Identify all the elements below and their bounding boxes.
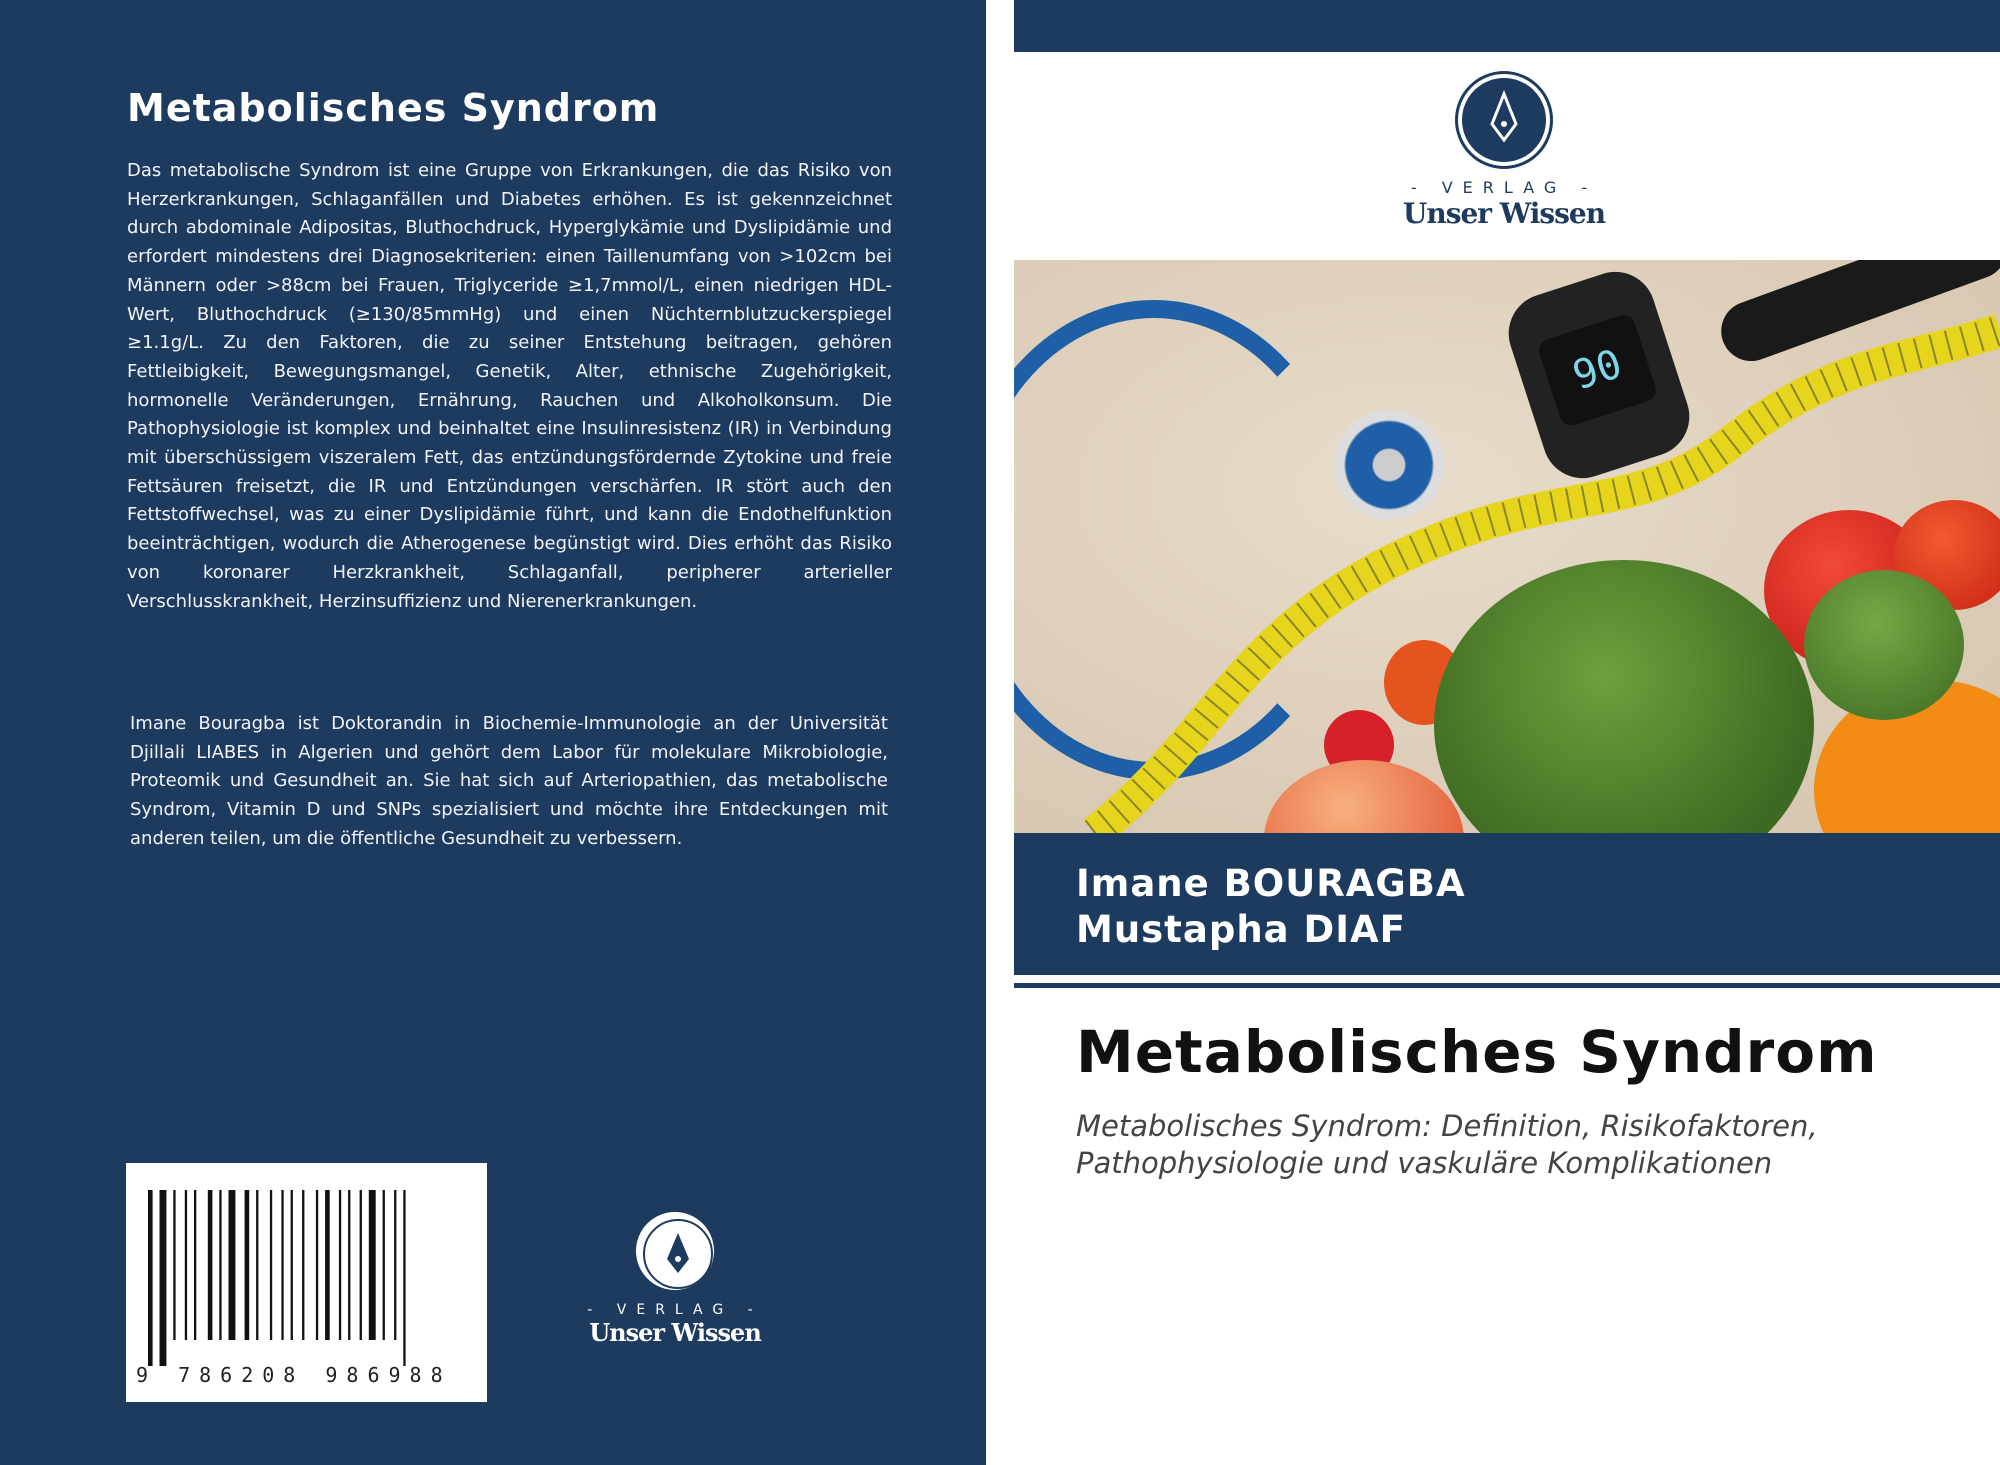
pen-nib-seal-icon bbox=[1458, 74, 1550, 166]
pen-nib-seal-icon bbox=[636, 1212, 714, 1290]
isbn-number: 9 786208 986988 bbox=[136, 1363, 452, 1387]
publisher-logo bbox=[580, 1212, 770, 1347]
book-description: Das metabolische Syndrom ist eine Gruppe von Erkrankungen, die das Risiko von Herzerkrankungen, Schlaganfällen und Diabetes erhöhen. Es ist gekennzeichnet durch abdominale Adipositas, Bluthochdruck, Hyperglykämie und Dyslipidämie und erfordert mindestens drei Diagnosekriterien: einen Taillenumfang von >102cm bei Männern oder >88cm bei Frauen, Triglyceride ≥1,7mmol/L, einen niedrigen HDL-Wert, Bluthochdruck (≥130/85mmHg) und einen Nüchternblutzuckerspiegel ≥1.1g/L. Zu den Faktoren, die zu seiner Entstehung beitragen, gehören Fettleibigkeit, Bewegungsmangel, Genetik, Alter, ethnische Zugehörigkeit, hormonelle Veränderungen, Ernährung, Rauchen und Alkoholkonsum. Die Pathophysiologie ist komplex und beinhaltet eine Insulinresistenz (IR) in Verbindung mit überschüssigem viszeralem Fett, das entzündungsfördernde Zytokine und freie Fettsäuren freisetzt, die IR und Entzündungen verschärfen. IR stört auch den Fettstoffwechsel, was zu einer Dyslipidämie führt, und kann die Endothelfunktion beeinträchtigen, wodurch die Atherogenese begünstigt wird. Dies erhöht das Risiko von koronarer Herzkrankheit, Schlaganfall, peripherer arterieller Verschlusskrankheit, Herzinsuffizienz und Nierenerkrankungen. bbox=[127, 160, 892, 612]
verlag-label: - VERLAG - bbox=[587, 1302, 763, 1318]
top-bar bbox=[1014, 0, 2000, 52]
back-title: Metabolisches Syndrom bbox=[127, 86, 660, 130]
glucose-reading: 90 bbox=[1536, 312, 1659, 428]
cover-photo bbox=[1014, 260, 2000, 833]
author-name: Imane BOURAGBA bbox=[1076, 862, 1466, 905]
divider bbox=[1014, 983, 2000, 988]
barcode-bars bbox=[148, 1190, 468, 1366]
author-name: Mustapha DIAF bbox=[1076, 908, 1406, 951]
publisher-name: Unser Wissen bbox=[1402, 197, 1606, 230]
front-cover bbox=[1014, 0, 2000, 1465]
back-cover bbox=[0, 0, 986, 1465]
publisher-name: Unser Wissen bbox=[589, 1318, 761, 1347]
publisher-logo-front bbox=[1394, 74, 1614, 230]
author-bio: Imane Bouragba ist Doktorandin in Biochemie-Immunologie an der Universität Djillali LIABES in Algerien und gehört dem Labor für molekulare Mikrobiologie, Proteomik und Gesundheit an. Sie hat sich auf Arteriopathien, das metabolische Syndrom, Vitamin D und SNPs spezialisiert und möchte ihre Entdeckungen mit anderen teilen, um die öffentliche Gesundheit zu verbessern. bbox=[130, 713, 888, 849]
verlag-label: - VERLAG - bbox=[1410, 178, 1598, 197]
front-title: Metabolisches Syndrom bbox=[1076, 1018, 1878, 1086]
spine bbox=[986, 0, 1014, 1465]
front-subtitle: Metabolisches Syndrom: Definition, Risikofaktoren, Pathophysiologie und vaskuläre Komplikationen bbox=[1076, 1109, 1818, 1180]
broccoli bbox=[1804, 570, 1964, 720]
barcode bbox=[126, 1163, 487, 1402]
author-band bbox=[1014, 833, 2000, 975]
